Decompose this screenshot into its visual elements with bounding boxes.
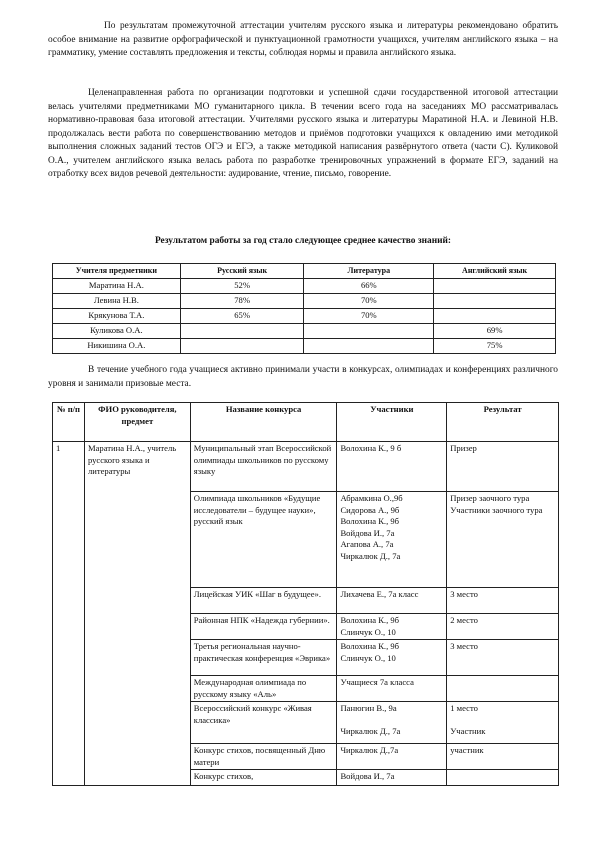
literature-value: 66%	[304, 279, 434, 294]
header-result: Результат	[447, 403, 559, 442]
header-participants: Участники	[337, 403, 447, 442]
russian-value	[180, 339, 304, 354]
russian-value: 65%	[180, 309, 304, 324]
russian-value	[180, 324, 304, 339]
result-cell: 3 место	[447, 640, 559, 676]
english-value	[434, 309, 556, 324]
participants-cell: Лихачева Е., 7а класс	[337, 588, 447, 614]
participants-cell: Войдова И., 7а	[337, 770, 447, 786]
contest-name: Муниципальный этап Всероссийской олимпиады школьников по русскому языку	[190, 442, 337, 492]
teacher-name: Крякунова Т.А.	[53, 309, 181, 324]
result-cell: 3 место	[447, 588, 559, 614]
table-row	[53, 294, 556, 309]
paragraph-contests: В течение учебного года учащиеся активно принимали участи в конкурсах, олимпиадах и конференциях различного уровня и занимали призовые места.	[48, 365, 558, 389]
header-russian: Русский язык	[180, 264, 304, 279]
contest-name: Районная НПК «Надежда губернии».	[190, 614, 337, 640]
header-supervisor: ФИО руководителя, предмет	[84, 403, 190, 442]
contest-name: Конкурс стихов, посвященный Дню матери	[190, 744, 337, 770]
paragraph-gia-preparation: Целенаправленная работа по организации подготовки и успешной сдачи государственной итоговой аттестации велась учителями предметниками МО гуманитарного цикла. В течении всего года на заседаниях МО рассматривалась нормативно-правовая база итоговой аттестации. Учителями русского языка и литературы Маратиной Н.А. и Левиной Н.В. продолжалась вести работа по совершенствованию методов и приёмов подготовки учащихся к овладению ими методикой выполнения сложных заданий тестов ОГЭ и ЕГЭ, а также методикой написания развёрнутого ответа (части С). Куликовой О.А., учителем английского языка велась работа по разработке тренировочных упражнений в формате ЕГЭ, заданий на отработку всех видов речевой деятельности: аудирование, чтение, письмо, говорение.	[48, 88, 558, 179]
participants-cell: Абрамкина О.,9б Сидорова А., 9б Волохина К., 9б Войдова И., 7а Агапова А., 7а Чиркалюк Д., 7а	[337, 492, 447, 588]
supervisor-cell: Маратина Н.А., учитель русского языка и литературы	[84, 442, 190, 786]
result-cell: Призер заочного тура Участники заочного тура	[447, 492, 559, 588]
table-row	[53, 339, 556, 354]
row-number: 1	[53, 442, 85, 786]
header-teachers: Учителя предметники	[53, 264, 181, 279]
english-value: 69%	[434, 324, 556, 339]
participants-cell: Волохина К., 9 б	[337, 442, 447, 492]
literature-value	[304, 339, 434, 354]
table-row	[53, 442, 559, 492]
result-cell: участник	[447, 744, 559, 770]
literature-value: 70%	[304, 309, 434, 324]
quality-table	[52, 263, 556, 354]
english-value	[434, 279, 556, 294]
participants-cell: Волохина К., 9б Слинчук О., 10	[337, 614, 447, 640]
participants-cell: Учащиеся 7а класса	[337, 676, 447, 702]
contest-name: Международная олимпиада по русскому языку «Аль»	[190, 676, 337, 702]
english-value	[434, 294, 556, 309]
contest-table-header	[53, 403, 559, 442]
quality-table-header	[53, 264, 556, 279]
result-cell: 2 место	[447, 614, 559, 640]
teacher-name: Никишина О.А.	[53, 339, 181, 354]
teacher-name: Левина Н.В.	[53, 294, 181, 309]
teacher-name: Куликова О.А.	[53, 324, 181, 339]
participants-cell: Чиркалюк Д.,7а	[337, 744, 447, 770]
contest-name: Конкурс стихов,	[190, 770, 337, 786]
table-row	[53, 309, 556, 324]
contest-name: Олимпиада школьников «Будущие исследователи – будущее науки», русский язык	[190, 492, 337, 588]
contest-name: Всероссийский конкурс «Живая классика»	[190, 702, 337, 744]
contest-name: Лицейская УИК «Шаг в будущее».	[190, 588, 337, 614]
result-cell: 1 место Участник	[447, 702, 559, 744]
literature-value	[304, 324, 434, 339]
contest-name: Третья региональная научно-практическая конференция «Эврика»	[190, 640, 337, 676]
russian-value: 78%	[180, 294, 304, 309]
literature-value: 70%	[304, 294, 434, 309]
header-number: № п/п	[53, 403, 85, 442]
header-english: Английский язык	[434, 264, 556, 279]
result-cell	[447, 770, 559, 786]
header-literature: Литература	[304, 264, 434, 279]
table-row	[53, 324, 556, 339]
participants-cell: Волохина К., 9б Слинчук О., 10	[337, 640, 447, 676]
header-contest: Название конкурса	[190, 403, 337, 442]
russian-value: 52%	[180, 279, 304, 294]
result-cell: Призер	[447, 442, 559, 492]
english-value: 75%	[434, 339, 556, 354]
teacher-name: Маратина Н.А.	[53, 279, 181, 294]
contest-table	[52, 402, 559, 786]
quality-heading: Результатом работы за год стало следующее среднее качество знаний:	[154, 236, 452, 246]
paragraph-intermediate-results: По результатам промежуточной аттестации учителям русского языка и литературы рекомендовано обратить особое внимание на развитие орфографической и пунктуационной грамотности учащихся, учителям английского языка – на грамматику, умение составлять предложения и тексты, соблюдая нормы и правила английского языка.	[48, 21, 558, 58]
table-row	[53, 279, 556, 294]
result-cell	[447, 676, 559, 702]
participants-cell: Панюгин В., 9а Чиркалюк Д., 7а	[337, 702, 447, 744]
